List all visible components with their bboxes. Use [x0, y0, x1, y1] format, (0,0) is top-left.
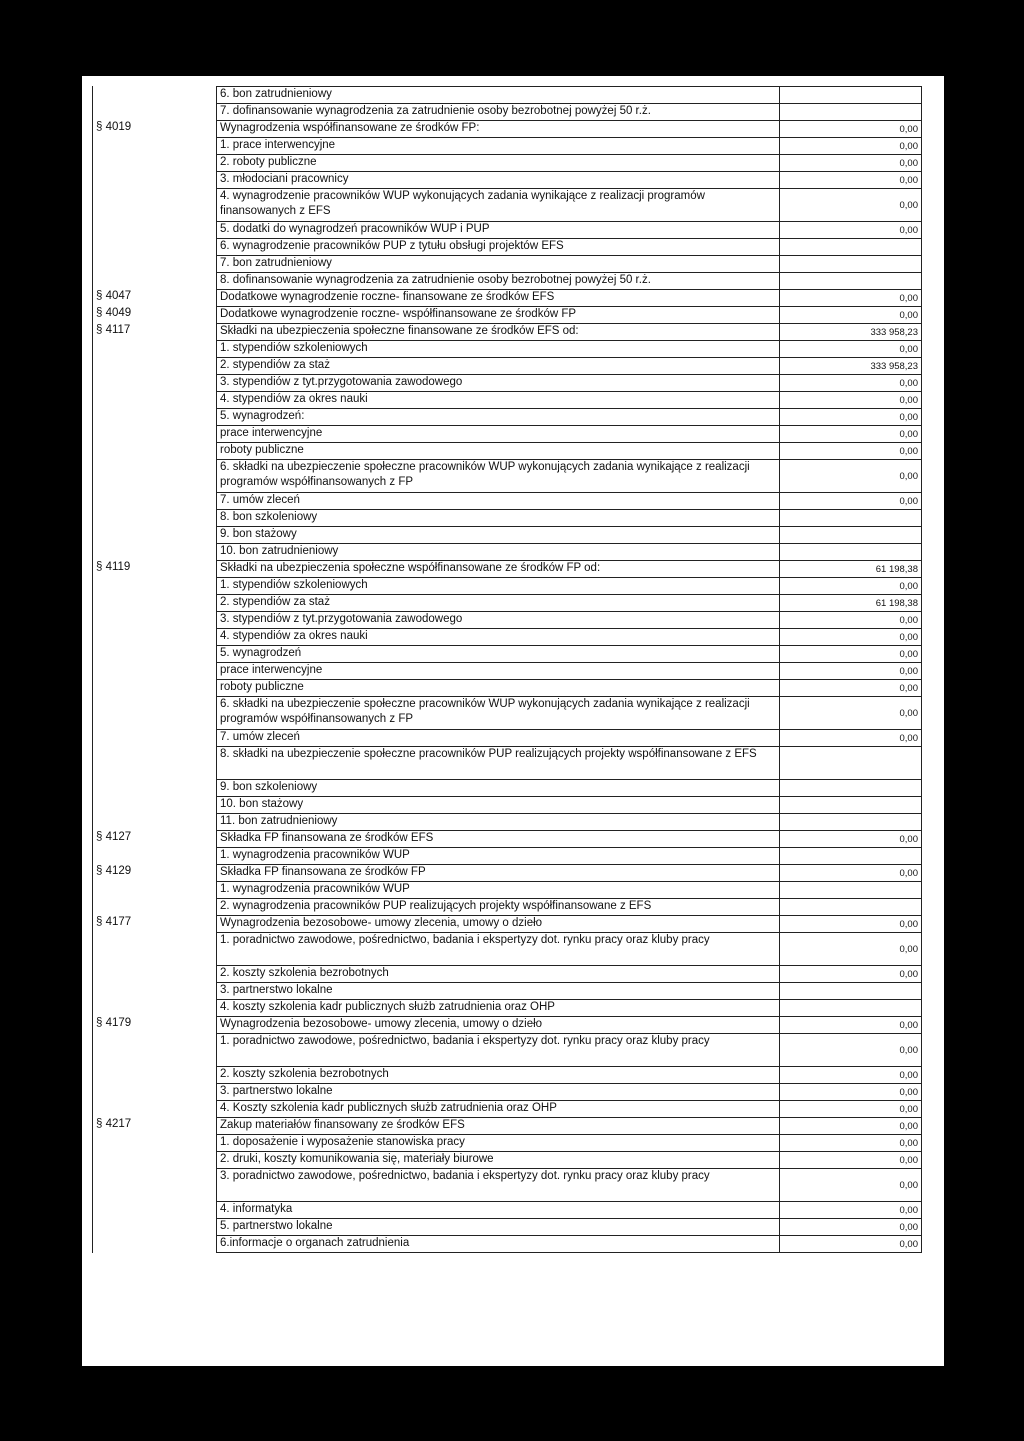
table-row — [93, 646, 922, 663]
item-amount: 0,00 — [780, 680, 922, 697]
item-description: 5. partnerstwo lokalne — [217, 1219, 780, 1236]
item-amount: 0,00 — [780, 1118, 922, 1135]
table-row — [93, 933, 922, 966]
paragraph-code — [93, 1152, 217, 1169]
item-description: 6. składki na ubezpieczenie społeczne pracowników WUP wykonujących zadania wynikające z realizacji programów współfinansowanych z FP — [217, 460, 780, 493]
item-description: 2. druki, koszty komunikowania się, materiały biurowe — [217, 1152, 780, 1169]
item-description: 7. bon zatrudnieniowy — [217, 256, 780, 273]
item-description: Zakup materiałów finansowany ze środków EFS — [217, 1118, 780, 1135]
table-row — [93, 561, 922, 578]
item-description: 5. wynagrodzeń — [217, 646, 780, 663]
item-amount: 0,00 — [780, 409, 922, 426]
item-description: 2. stypendiów za staż — [217, 358, 780, 375]
item-amount: 0,00 — [780, 121, 922, 138]
item-description: 2. stypendiów za staż — [217, 595, 780, 612]
item-amount — [780, 87, 922, 104]
paragraph-code — [93, 1219, 217, 1236]
item-description: Składki na ubezpieczenia społeczne finansowane ze środków EFS od: — [217, 324, 780, 341]
item-amount — [780, 104, 922, 121]
item-description: 3. stypendiów z tyt.przygotowania zawodowego — [217, 612, 780, 629]
table-row — [93, 814, 922, 831]
paragraph-code — [93, 443, 217, 460]
item-description: 4. Koszty szkolenia kadr publicznych służb zatrudnienia oraz OHP — [217, 1101, 780, 1118]
paragraph-code — [93, 612, 217, 629]
item-amount: 0,00 — [780, 1084, 922, 1101]
paragraph-code — [93, 933, 217, 966]
item-amount: 0,00 — [780, 1135, 922, 1152]
table-row — [93, 527, 922, 544]
item-amount — [780, 797, 922, 814]
item-amount: 0,00 — [780, 578, 922, 595]
table-row — [93, 392, 922, 409]
item-amount: 0,00 — [780, 443, 922, 460]
budget-table — [92, 86, 922, 1253]
paragraph-code — [93, 1101, 217, 1118]
item-description: Dodatkowe wynagrodzenie roczne- współfinansowane ze środków FP — [217, 307, 780, 324]
item-description: 2. koszty szkolenia bezrobotnych — [217, 1067, 780, 1084]
table-row — [93, 663, 922, 680]
item-description: 5. dodatki do wynagrodzeń pracowników WUP i PUP — [217, 222, 780, 239]
table-row — [93, 155, 922, 172]
table-row — [93, 256, 922, 273]
item-description: 9. bon szkoleniowy — [217, 780, 780, 797]
item-amount: 0,00 — [780, 392, 922, 409]
item-description: 6.informacje o organach zatrudnienia — [217, 1236, 780, 1253]
item-description: roboty publiczne — [217, 680, 780, 697]
paragraph-code — [93, 814, 217, 831]
item-amount — [780, 747, 922, 780]
table-row — [93, 780, 922, 797]
item-description: 1. stypendiów szkoleniowych — [217, 578, 780, 595]
paragraph-code — [93, 358, 217, 375]
item-amount: 0,00 — [780, 612, 922, 629]
item-amount: 0,00 — [780, 663, 922, 680]
paragraph-code — [93, 595, 217, 612]
item-description: Wynagrodzenia bezosobowe- umowy zlecenia, umowy o dzieło — [217, 1017, 780, 1034]
table-row — [93, 899, 922, 916]
item-description: prace interwencyjne — [217, 426, 780, 443]
paragraph-code — [93, 375, 217, 392]
item-amount: 0,00 — [780, 341, 922, 358]
item-amount: 0,00 — [780, 426, 922, 443]
paragraph-code — [93, 273, 217, 290]
table-row — [93, 460, 922, 493]
item-amount — [780, 899, 922, 916]
item-amount: 333 958,23 — [780, 324, 922, 341]
table-row — [93, 375, 922, 392]
item-amount — [780, 256, 922, 273]
item-amount: 0,00 — [780, 1152, 922, 1169]
paragraph-code — [93, 747, 217, 780]
item-amount: 0,00 — [780, 1236, 922, 1253]
item-amount — [780, 814, 922, 831]
paragraph-code — [93, 848, 217, 865]
paragraph-code: § 4127 — [93, 831, 217, 848]
item-amount: 0,00 — [780, 831, 922, 848]
table-row — [93, 1101, 922, 1118]
item-description: 3. partnerstwo lokalne — [217, 1084, 780, 1101]
table-row — [93, 493, 922, 510]
item-description: 2. koszty szkolenia bezrobotnych — [217, 966, 780, 983]
paragraph-code — [93, 155, 217, 172]
table-row — [93, 848, 922, 865]
table-row — [93, 831, 922, 848]
table-row — [93, 1152, 922, 1169]
item-amount — [780, 882, 922, 899]
item-description: 1. wynagrodzenia pracowników WUP — [217, 882, 780, 899]
table-row — [93, 290, 922, 307]
table-row — [93, 730, 922, 747]
table-row — [93, 747, 922, 780]
item-amount: 0,00 — [780, 1017, 922, 1034]
paragraph-code — [93, 172, 217, 189]
paragraph-code: § 4177 — [93, 916, 217, 933]
table-row — [93, 510, 922, 527]
item-description: 8. bon szkoleniowy — [217, 510, 780, 527]
item-description: 1. poradnictwo zawodowe, pośrednictwo, badania i ekspertyzy dot. rynku pracy oraz kluby pracy — [217, 1034, 780, 1067]
paragraph-code — [93, 663, 217, 680]
table-row — [93, 1169, 922, 1202]
paragraph-code — [93, 341, 217, 358]
paragraph-code — [93, 1236, 217, 1253]
paragraph-code — [93, 460, 217, 493]
paragraph-code — [93, 1084, 217, 1101]
table-row — [93, 443, 922, 460]
paragraph-code — [93, 510, 217, 527]
paragraph-code — [93, 426, 217, 443]
paragraph-code — [93, 797, 217, 814]
table-row — [93, 882, 922, 899]
item-description: Dodatkowe wynagrodzenie roczne- finansowane ze środków EFS — [217, 290, 780, 307]
table-row — [93, 983, 922, 1000]
paragraph-code — [93, 966, 217, 983]
table-row — [93, 1202, 922, 1219]
table-row — [93, 358, 922, 375]
paragraph-code: § 4179 — [93, 1017, 217, 1034]
table-row — [93, 680, 922, 697]
paragraph-code — [93, 1000, 217, 1017]
item-amount: 0,00 — [780, 172, 922, 189]
table-row — [93, 1000, 922, 1017]
table-row — [93, 324, 922, 341]
item-description: 1. wynagrodzenia pracowników WUP — [217, 848, 780, 865]
item-description: 2. roboty publiczne — [217, 155, 780, 172]
item-description: Wynagrodzenia bezosobowe- umowy zlecenia, umowy o dzieło — [217, 916, 780, 933]
table-row — [93, 222, 922, 239]
paragraph-code: § 4019 — [93, 121, 217, 138]
table-row — [93, 578, 922, 595]
item-description: 5. wynagrodzeń: — [217, 409, 780, 426]
paragraph-code — [93, 780, 217, 797]
paragraph-code — [93, 239, 217, 256]
item-amount: 0,00 — [780, 1202, 922, 1219]
item-amount: 0,00 — [780, 290, 922, 307]
document-page — [82, 76, 944, 1366]
table-row — [93, 1084, 922, 1101]
budget-table-body — [93, 87, 922, 1253]
item-description: Wynagrodzenia współfinansowane ze środków FP: — [217, 121, 780, 138]
paragraph-code — [93, 1202, 217, 1219]
item-description: 4. koszty szkolenia kadr publicznych służb zatrudnienia oraz OHP — [217, 1000, 780, 1017]
item-description: 9. bon stażowy — [217, 527, 780, 544]
paragraph-code — [93, 629, 217, 646]
table-row — [93, 239, 922, 256]
paragraph-code — [93, 138, 217, 155]
item-description: 6. składki na ubezpieczenie społeczne pracowników WUP wykonujących zadania wynikające z realizacji programów współfinansowanych z FP — [217, 697, 780, 730]
paragraph-code: § 4049 — [93, 307, 217, 324]
item-description: 7. umów zleceń — [217, 493, 780, 510]
table-row — [93, 1236, 922, 1253]
paragraph-code — [93, 646, 217, 663]
item-description: 1. poradnictwo zawodowe, pośrednictwo, badania i ekspertyzy dot. rynku pracy oraz kluby pracy — [217, 933, 780, 966]
table-row — [93, 121, 922, 138]
item-amount: 0,00 — [780, 646, 922, 663]
item-description: 4. wynagrodzenie pracowników WUP wykonujących zadania wynikające z realizacji programów finansowanych z EFS — [217, 189, 780, 222]
item-amount: 0,00 — [780, 155, 922, 172]
item-amount: 0,00 — [780, 697, 922, 730]
item-amount: 0,00 — [780, 493, 922, 510]
table-row — [93, 1067, 922, 1084]
item-amount: 0,00 — [780, 1067, 922, 1084]
paragraph-code — [93, 493, 217, 510]
table-row — [93, 612, 922, 629]
paragraph-code: § 4047 — [93, 290, 217, 307]
item-description: 1. stypendiów szkoleniowych — [217, 341, 780, 358]
item-description: 4. informatyka — [217, 1202, 780, 1219]
item-amount: 0,00 — [780, 865, 922, 882]
item-amount: 0,00 — [780, 1169, 922, 1202]
item-amount: 333 958,23 — [780, 358, 922, 375]
paragraph-code — [93, 899, 217, 916]
item-description: 3. poradnictwo zawodowe, pośrednictwo, badania i ekspertyzy dot. rynku pracy oraz kluby pracy — [217, 1169, 780, 1202]
item-amount: 0,00 — [780, 933, 922, 966]
table-row — [93, 426, 922, 443]
item-description: 4. stypendiów za okres nauki — [217, 629, 780, 646]
item-description: roboty publiczne — [217, 443, 780, 460]
paragraph-code — [93, 578, 217, 595]
paragraph-code: § 4117 — [93, 324, 217, 341]
item-description: 10. bon stażowy — [217, 797, 780, 814]
paragraph-code — [93, 409, 217, 426]
item-description: 7. dofinansowanie wynagrodzenia za zatrudnienie osoby bezrobotnej powyżej 50 r.ż. — [217, 104, 780, 121]
paragraph-code — [93, 680, 217, 697]
item-amount: 0,00 — [780, 1034, 922, 1067]
paragraph-code — [93, 1169, 217, 1202]
item-amount — [780, 527, 922, 544]
item-description: Składka FP finansowana ze środków EFS — [217, 831, 780, 848]
table-row — [93, 595, 922, 612]
table-row — [93, 189, 922, 222]
paragraph-code — [93, 544, 217, 561]
table-row — [93, 273, 922, 290]
item-description: prace interwencyjne — [217, 663, 780, 680]
table-row — [93, 104, 922, 121]
paragraph-code: § 4217 — [93, 1118, 217, 1135]
paragraph-code — [93, 392, 217, 409]
table-row — [93, 1034, 922, 1067]
item-amount: 61 198,38 — [780, 595, 922, 612]
item-amount: 0,00 — [780, 966, 922, 983]
item-amount: 0,00 — [780, 1219, 922, 1236]
table-row — [93, 1219, 922, 1236]
table-row — [93, 1017, 922, 1034]
paragraph-code — [93, 527, 217, 544]
paragraph-code: § 4119 — [93, 561, 217, 578]
item-description: 8. dofinansowanie wynagrodzenia za zatrudnienie osoby bezrobotnej powyżej 50 r.ż. — [217, 273, 780, 290]
paragraph-code — [93, 730, 217, 747]
item-amount: 61 198,38 — [780, 561, 922, 578]
item-description: 1. doposażenie i wyposażenie stanowiska pracy — [217, 1135, 780, 1152]
item-description: 3. stypendiów z tyt.przygotowania zawodowego — [217, 375, 780, 392]
item-description: 4. stypendiów za okres nauki — [217, 392, 780, 409]
paragraph-code — [93, 189, 217, 222]
paragraph-code — [93, 1067, 217, 1084]
item-amount: 0,00 — [780, 916, 922, 933]
item-description: 8. składki na ubezpieczenie społeczne pracowników PUP realizujących projekty współfinansowane z EFS — [217, 747, 780, 780]
item-amount — [780, 544, 922, 561]
table-row — [93, 916, 922, 933]
item-description: 11. bon zatrudnieniowy — [217, 814, 780, 831]
paragraph-code — [93, 1135, 217, 1152]
item-description: 2. wynagrodzenia pracowników PUP realizujących projekty współfinansowane z EFS — [217, 899, 780, 916]
table-row — [93, 172, 922, 189]
item-amount — [780, 983, 922, 1000]
table-row — [93, 1135, 922, 1152]
table-row — [93, 544, 922, 561]
table-row — [93, 697, 922, 730]
paragraph-code — [93, 697, 217, 730]
table-row — [93, 1118, 922, 1135]
item-description: 6. bon zatrudnieniowy — [217, 87, 780, 104]
item-amount: 0,00 — [780, 1101, 922, 1118]
item-amount: 0,00 — [780, 375, 922, 392]
table-row — [93, 409, 922, 426]
item-amount — [780, 510, 922, 527]
table-row — [93, 341, 922, 358]
item-description: Składka FP finansowana ze środków FP — [217, 865, 780, 882]
paragraph-code — [93, 1034, 217, 1067]
item-description: 10. bon zatrudnieniowy — [217, 544, 780, 561]
table-row — [93, 307, 922, 324]
item-description: 3. młodociani pracownicy — [217, 172, 780, 189]
table-row — [93, 87, 922, 104]
paragraph-code — [93, 256, 217, 273]
item-amount: 0,00 — [780, 730, 922, 747]
paragraph-code — [93, 882, 217, 899]
table-row — [93, 865, 922, 882]
table-row — [93, 629, 922, 646]
item-description: 1. prace interwencyjne — [217, 138, 780, 155]
item-amount: 0,00 — [780, 189, 922, 222]
item-description: Składki na ubezpieczenia społeczne współfinansowane ze środków FP od: — [217, 561, 780, 578]
item-amount: 0,00 — [780, 222, 922, 239]
item-amount — [780, 273, 922, 290]
paragraph-code — [93, 983, 217, 1000]
item-description: 3. partnerstwo lokalne — [217, 983, 780, 1000]
table-row — [93, 797, 922, 814]
item-amount: 0,00 — [780, 629, 922, 646]
item-amount — [780, 1000, 922, 1017]
table-row — [93, 138, 922, 155]
item-amount — [780, 780, 922, 797]
item-amount: 0,00 — [780, 307, 922, 324]
item-amount — [780, 239, 922, 256]
paragraph-code — [93, 222, 217, 239]
paragraph-code — [93, 104, 217, 121]
paragraph-code: § 4129 — [93, 865, 217, 882]
item-amount: 0,00 — [780, 138, 922, 155]
item-description: 6. wynagrodzenie pracowników PUP z tytułu obsługi projektów EFS — [217, 239, 780, 256]
item-amount: 0,00 — [780, 460, 922, 493]
item-description: 7. umów zleceń — [217, 730, 780, 747]
table-row — [93, 966, 922, 983]
paragraph-code — [93, 87, 217, 104]
item-amount — [780, 848, 922, 865]
